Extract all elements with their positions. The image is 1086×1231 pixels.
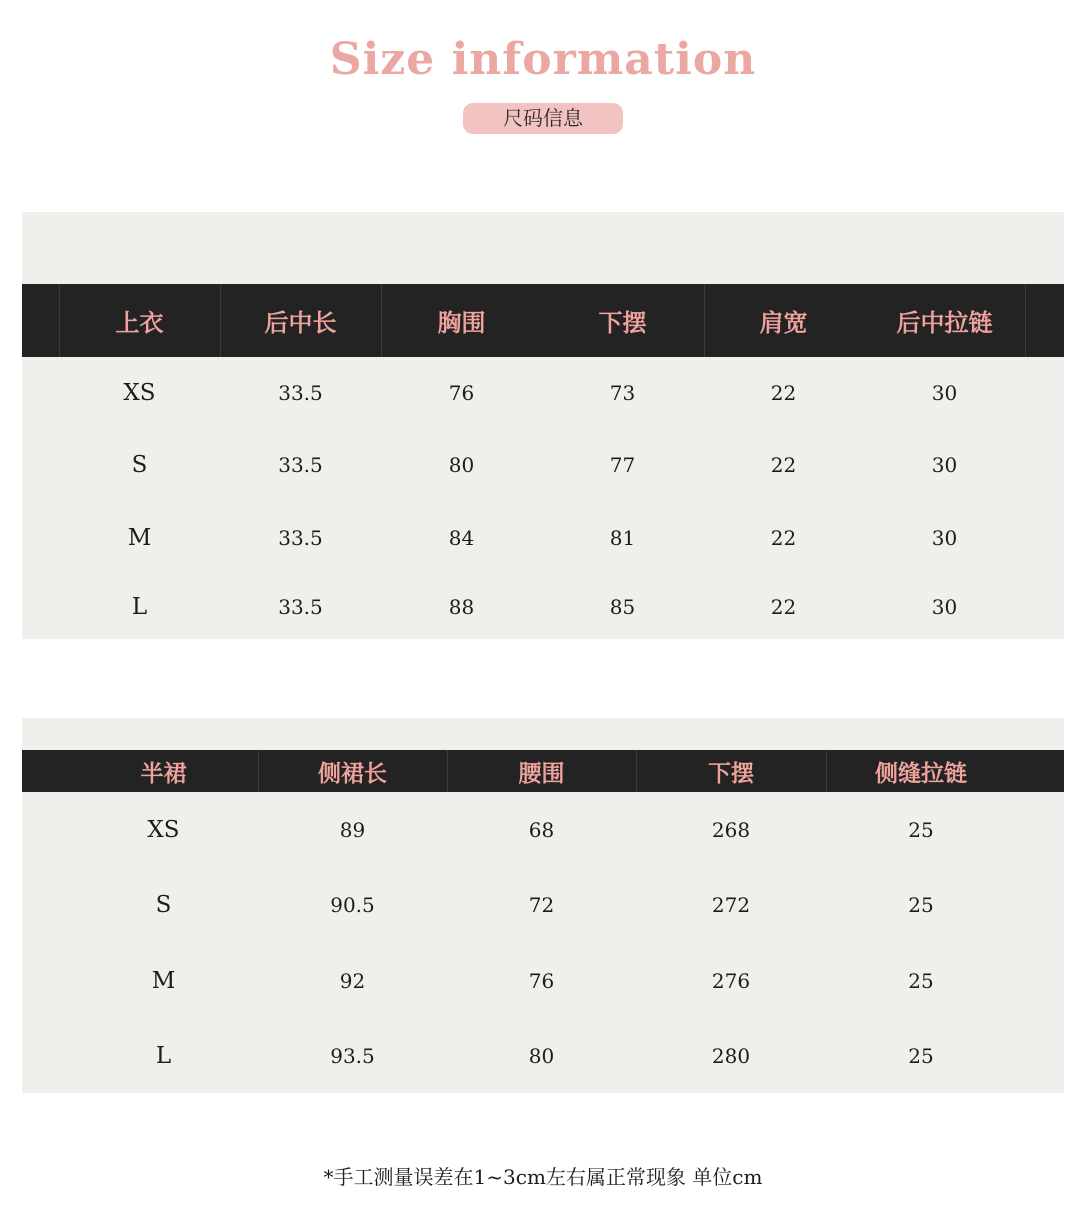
value-cell: 33.5: [278, 526, 323, 550]
size-cell: L: [131, 594, 148, 620]
value-cell: 89: [339, 818, 366, 842]
header-cell: 侧缝拉链: [875, 760, 967, 787]
value-cell: 30: [931, 453, 958, 477]
top-size-table-panel: [22, 212, 1064, 639]
header-cell: 下摆: [708, 760, 754, 787]
value-cell: 77: [609, 453, 636, 477]
value-cell: 93.5: [330, 1044, 375, 1068]
value-cell: 81: [609, 526, 636, 550]
table-row: [22, 810, 1064, 850]
value-cell: 85: [609, 595, 636, 619]
value-cell: 268: [711, 818, 751, 842]
header-cell: 后中拉链: [896, 309, 993, 337]
value-cell: 76: [448, 381, 475, 405]
value-cell: 25: [908, 1044, 934, 1068]
header-cell: 侧裙长: [318, 760, 387, 787]
header-cell: 肩宽: [759, 309, 808, 337]
value-cell: 22: [770, 526, 797, 550]
header-cell: 腰围: [518, 760, 565, 787]
size-cell: L: [155, 1043, 172, 1069]
header-cell: 下摆: [598, 309, 647, 337]
value-cell: 33.5: [278, 595, 323, 619]
value-cell: 84: [448, 526, 475, 550]
header-cell: 半裙: [140, 760, 187, 787]
header-cell: 胸围: [437, 309, 486, 337]
value-cell: 90.5: [330, 893, 375, 917]
value-cell: 33.5: [278, 381, 323, 405]
header-cell: 后中长: [264, 309, 337, 337]
value-cell: 25: [908, 893, 934, 917]
header-cell: 上衣: [115, 309, 164, 337]
size-cell: S: [131, 452, 148, 478]
value-cell: 92: [339, 969, 366, 993]
value-cell: 33.5: [278, 453, 323, 477]
top-size-table-header: [22, 284, 1064, 357]
value-cell: 72: [528, 893, 555, 917]
value-cell: 25: [908, 969, 934, 993]
value-cell: 25: [908, 818, 934, 842]
size-cell: XS: [147, 817, 180, 843]
table-row: [22, 445, 1064, 485]
size-cell: M: [127, 525, 152, 551]
table-row: [22, 1036, 1064, 1076]
size-cell: S: [155, 892, 172, 918]
value-cell: 73: [609, 381, 636, 405]
subtitle-badge: 尺码信息: [463, 103, 623, 134]
value-cell: 76: [528, 969, 555, 993]
value-cell: 30: [931, 526, 958, 550]
value-cell: 80: [448, 453, 475, 477]
value-cell: 30: [931, 595, 958, 619]
value-cell: 80: [528, 1044, 555, 1068]
value-cell: 30: [931, 381, 958, 405]
value-cell: 280: [711, 1044, 751, 1068]
size-cell: M: [151, 968, 176, 994]
value-cell: 22: [770, 381, 797, 405]
skirt-size-table-header: [22, 750, 1064, 792]
value-cell: 88: [448, 595, 475, 619]
value-cell: 22: [770, 453, 797, 477]
value-cell: 272: [711, 893, 751, 917]
table-row: [22, 885, 1064, 925]
table-row: [22, 961, 1064, 1001]
size-cell: XS: [123, 380, 156, 406]
value-cell: 22: [770, 595, 797, 619]
page-title: Size information: [329, 34, 757, 85]
table-row: [22, 373, 1064, 413]
table-row: [22, 518, 1064, 558]
measurement-footnote: *手工测量误差在1~3cm左右属正常现象 单位cm: [323, 1165, 763, 1189]
table-row: [22, 587, 1064, 627]
value-cell: 68: [528, 818, 555, 842]
value-cell: 276: [711, 969, 751, 993]
